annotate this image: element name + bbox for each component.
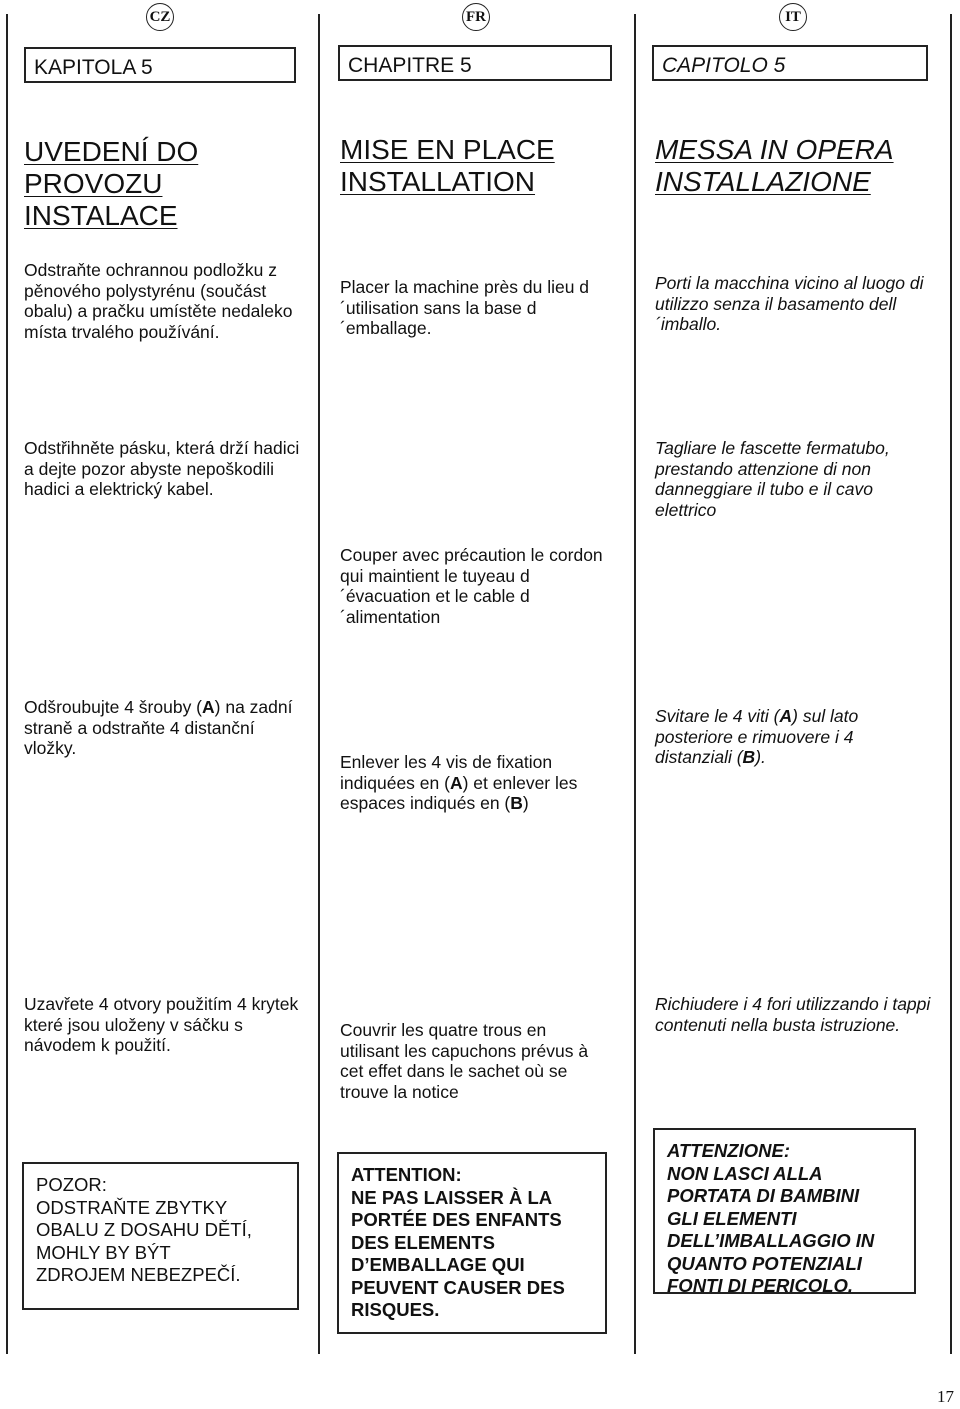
- warning-line: FONTI DI PERICOLO.: [667, 1275, 854, 1296]
- label-b: B: [510, 793, 523, 813]
- warning-line: DES ELEMENTS: [351, 1231, 495, 1253]
- chapter-title-cz: KAPITOLA 5: [24, 47, 296, 83]
- step2-text-cz: Odstřihněte pásku, která drží hadici a dejte pozor abyste nepoškodili hadici a elektrický kabel.: [24, 438, 300, 499]
- language-badge-it: IT: [779, 3, 807, 31]
- text-part: Enlever les 4 vis de fixation indiquées en (: [340, 752, 553, 793]
- step3-text-fr: [340, 752, 610, 814]
- step3-text-it: [655, 706, 915, 768]
- chapter-title-it: CAPITOLO 5: [652, 45, 928, 81]
- warning-line: NE PAS LAISSER À LA: [351, 1186, 553, 1208]
- text-part: ).: [755, 747, 766, 767]
- warning-line: PORTÉE DES ENFANTS: [351, 1209, 562, 1230]
- step4-text-cz: Uzavřete 4 otvory použitím 4 krytek které jsou uloženy v sáčku s návodem k použití.: [24, 994, 299, 1055]
- warning-line: ATTENTION:: [351, 1164, 462, 1185]
- warning-line: OBALU Z DOSAHU DĚTÍ,: [36, 1219, 252, 1240]
- warning-line: PEUVENT CAUSER DES: [351, 1276, 565, 1298]
- step1-text-cz: Odstraňte ochrannou podložku z pěnového polystyrénu (součást obalu) a pračku umístěte nedaleko místa trvalého používání.: [24, 260, 293, 342]
- warning-line: D’EMBALLAGE QUI: [351, 1254, 525, 1275]
- text-part: ) na zadní straně a odstraňte 4 distanční vložky.: [24, 697, 293, 758]
- section-heading-it: [655, 134, 894, 198]
- label-a: A: [449, 772, 463, 793]
- heading-line: INSTALACE: [24, 200, 178, 231]
- label-a: A: [202, 697, 215, 717]
- language-badge-cz: CZ: [146, 3, 174, 31]
- label-a: A: [779, 706, 793, 726]
- heading-line: INSTALLAZIONE: [655, 166, 871, 197]
- text-part: ) et enlever les espaces indiqués en (: [340, 772, 578, 813]
- text-part: ) sul lato posteriore e rimuovere i 4 distanziali (: [655, 706, 859, 767]
- column-divider: [950, 14, 952, 1354]
- warning-line: GLI ELEMENTI: [667, 1207, 797, 1229]
- section-heading-fr: [340, 134, 555, 198]
- heading-line: INSTALLATION: [340, 166, 536, 197]
- warning-box-cz: [22, 1162, 299, 1310]
- warning-line: POZOR:: [36, 1174, 107, 1195]
- warning-line: ZDROJEM NEBEZPEČÍ.: [36, 1264, 241, 1285]
- warning-box-fr: [337, 1152, 607, 1334]
- column-divider: [634, 14, 636, 1354]
- warning-line: RISQUES.: [351, 1299, 440, 1320]
- page-number: 17: [937, 1387, 954, 1406]
- step1-text-it: Porti la macchina vicino al luogo di utilizzo senza il basamento dell´imballo.: [655, 273, 924, 334]
- warning-line: ATTENZIONE:: [667, 1140, 790, 1161]
- warning-line: DELL’IMBALLAGGIO IN: [667, 1230, 875, 1251]
- heading-line: UVEDENÍ DO: [24, 136, 199, 167]
- label-b: B: [742, 747, 756, 767]
- warning-line: QUANTO POTENZIALI: [667, 1252, 862, 1274]
- text-part: Odšroubujte 4 šrouby (: [24, 697, 203, 717]
- step4-text-fr: Couvrir les quatre trous en utilisant les capuchons prévus à cet effet dans le sachet où se trouve la notice: [340, 1020, 589, 1102]
- step2-text-it: Tagliare le fascette fermatubo, prestando attenzione di non danneggiare il tubo e il cavo elettrico: [655, 438, 890, 520]
- step1-text-fr: Placer la machine près du lieu d´utilisation sans la base d´emballage.: [340, 277, 590, 338]
- heading-line: MISE EN PLACE: [340, 134, 555, 165]
- heading-line: PROVOZU: [24, 168, 163, 199]
- text-part: ): [522, 793, 529, 813]
- warning-line: MOHLY BY BÝT: [36, 1241, 171, 1263]
- step2-text-fr: Couper avec précaution le cordon qui maintient le tuyeau d´évacuation et le cable d´alimentation: [340, 545, 603, 627]
- column-divider: [318, 14, 320, 1354]
- heading-line: MESSA IN OPERA: [655, 134, 894, 165]
- warning-box-it: [653, 1128, 916, 1294]
- column-divider: [6, 14, 8, 1354]
- warning-line: NON LASCI ALLA: [667, 1162, 823, 1184]
- warning-line: ODSTRAŇTE ZBYTKY: [36, 1196, 228, 1218]
- step3-text-cz: [24, 697, 302, 759]
- language-badge-fr: FR: [462, 3, 490, 31]
- step4-text-it: Richiudere i 4 fori utilizzando i tappi contenuti nella busta istruzione.: [655, 994, 931, 1035]
- chapter-title-fr: CHAPITRE 5: [338, 45, 612, 81]
- warning-line: PORTATA DI BAMBINI: [667, 1185, 860, 1206]
- text-part: Svitare le 4 viti (: [655, 706, 780, 726]
- section-heading-cz: [24, 136, 198, 232]
